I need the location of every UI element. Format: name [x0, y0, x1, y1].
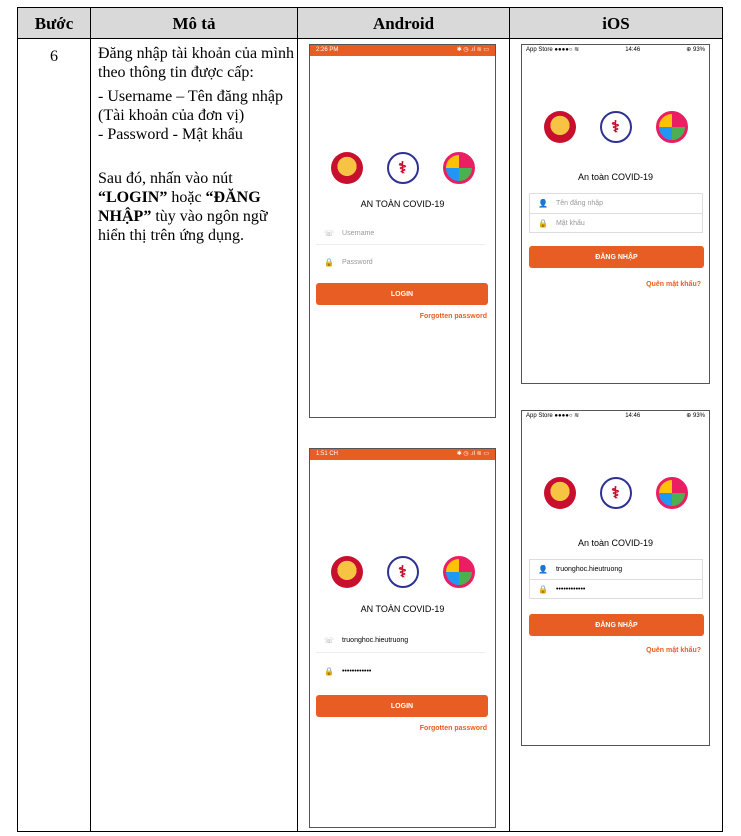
national-emblem-icon	[331, 152, 363, 184]
lock-icon: 🔒	[324, 257, 334, 267]
android-screenshot-2	[309, 448, 496, 828]
username-input[interactable]	[316, 223, 486, 245]
status-icons: ✱ ◷ .ıl ≋ ▭	[456, 451, 489, 457]
forgot-password-link[interactable]: Forgotten password	[419, 313, 487, 320]
phone-icon: ☏	[324, 636, 335, 645]
user-icon: 👤	[538, 199, 548, 208]
header-step: Bước	[34, 13, 74, 33]
status-time: 2:26 PM	[316, 47, 339, 53]
ios-screenshot-2	[521, 410, 710, 746]
password-input[interactable]	[529, 213, 703, 233]
password-input[interactable]	[529, 579, 703, 599]
username-value: truonghoc.hieutruong	[342, 637, 409, 644]
ios-status-bar	[522, 411, 709, 421]
login-button[interactable]: ĐĂNG NHẬP	[529, 246, 704, 268]
status-icons: ✱ ◷ .ıl ≋ ▭	[456, 47, 489, 53]
username-placeholder: Tên đăng nhập	[555, 200, 604, 207]
ministry-health-logo-icon: ⚕	[387, 556, 419, 588]
login-button[interactable]: ĐĂNG NHẬP	[529, 614, 704, 636]
app-title: AN TOÀN COVID-19	[360, 199, 445, 209]
password-input[interactable]	[316, 251, 486, 273]
password-value: ••••••••••••	[341, 667, 372, 675]
desc-p3: - Password - Mật khẩu	[98, 126, 243, 143]
desc-p2: - Username – Tên đăng nhập (Tài khoản của đơn vị)	[98, 88, 283, 124]
national-emblem-icon	[331, 556, 363, 588]
password-placeholder: Password	[341, 258, 373, 266]
lock-icon: 🔒	[538, 218, 548, 228]
desc-login-label: “LOGIN”	[98, 189, 168, 206]
header-android: Android	[372, 13, 435, 33]
android-screenshot-1	[309, 44, 496, 418]
status-time: 14:46	[625, 413, 641, 419]
app-title: AN TOÀN COVID-19	[360, 604, 445, 614]
username-input[interactable]	[529, 193, 703, 213]
instruction-table	[17, 7, 723, 832]
logo-row	[310, 556, 495, 588]
desc-p4	[98, 169, 294, 245]
column-divider	[509, 8, 510, 831]
lock-icon: 🔒	[538, 584, 548, 594]
password-input[interactable]	[316, 659, 486, 683]
user-icon: 👤	[538, 565, 548, 574]
username-value: truonghoc.hieutruong	[555, 566, 623, 573]
app-title: An toàn COVID-19	[577, 172, 654, 182]
school-health-logo-icon	[656, 477, 688, 509]
school-health-logo-icon	[443, 152, 475, 184]
desc-dangnhap-label: “ĐĂNG NHẬP”	[98, 189, 261, 225]
username-input[interactable]	[316, 629, 486, 653]
desc-p1: Đăng nhập tài khoản của mình theo thông tin được cấp:	[98, 45, 294, 81]
school-health-logo-icon	[443, 556, 475, 588]
status-battery: ⊕ 93%	[686, 413, 705, 419]
ios-status-bar	[522, 45, 709, 55]
desc-text: Sau đó, nhấn vào nút	[98, 170, 233, 187]
android-status-bar	[310, 45, 495, 56]
forgot-password-link[interactable]: Quên mật khẩu?	[646, 647, 701, 654]
login-button[interactable]: LOGIN	[316, 283, 488, 305]
header-description: Mô tả	[172, 13, 216, 33]
status-battery: ⊕ 93%	[686, 47, 705, 53]
national-emblem-icon	[544, 111, 576, 143]
school-health-logo-icon	[656, 111, 688, 143]
password-placeholder: Mật khẩu	[555, 219, 585, 227]
status-time: 14:46	[625, 47, 641, 53]
desc-text: hoặc	[167, 189, 206, 206]
ios-screenshot-1	[521, 44, 710, 384]
status-time: 1:51 CH	[316, 451, 339, 457]
step-number: 6	[50, 48, 58, 65]
logo-row	[522, 477, 709, 509]
ministry-health-logo-icon: ⚕	[387, 152, 419, 184]
logo-row	[310, 152, 495, 184]
ministry-health-logo-icon: ⚕	[600, 111, 632, 143]
lock-icon: 🔒	[324, 666, 334, 676]
forgot-password-link[interactable]: Quên mật khẩu?	[646, 281, 701, 288]
header-ios: iOS	[602, 13, 630, 33]
password-value: ••••••••••••	[555, 585, 586, 593]
phone-icon: ☏	[324, 229, 335, 238]
national-emblem-icon	[544, 477, 576, 509]
status-carrier: App Store ●●●●○ ≋	[526, 47, 580, 53]
step-description	[98, 44, 294, 245]
app-title: An toàn COVID-19	[577, 538, 654, 548]
android-status-bar	[310, 449, 495, 460]
ministry-health-logo-icon: ⚕	[600, 477, 632, 509]
username-placeholder: Username	[342, 230, 375, 237]
column-divider	[90, 8, 91, 831]
login-button[interactable]: LOGIN	[316, 695, 488, 717]
column-divider	[297, 8, 298, 831]
desc-text: tùy vào ngôn ngữ hiển thị trên ứng dụng.	[98, 208, 268, 244]
logo-row	[522, 111, 709, 143]
status-carrier: App Store ●●●●○ ≋	[526, 413, 580, 419]
forgot-password-link[interactable]: Forgotten password	[419, 725, 487, 732]
username-input[interactable]	[529, 559, 703, 579]
